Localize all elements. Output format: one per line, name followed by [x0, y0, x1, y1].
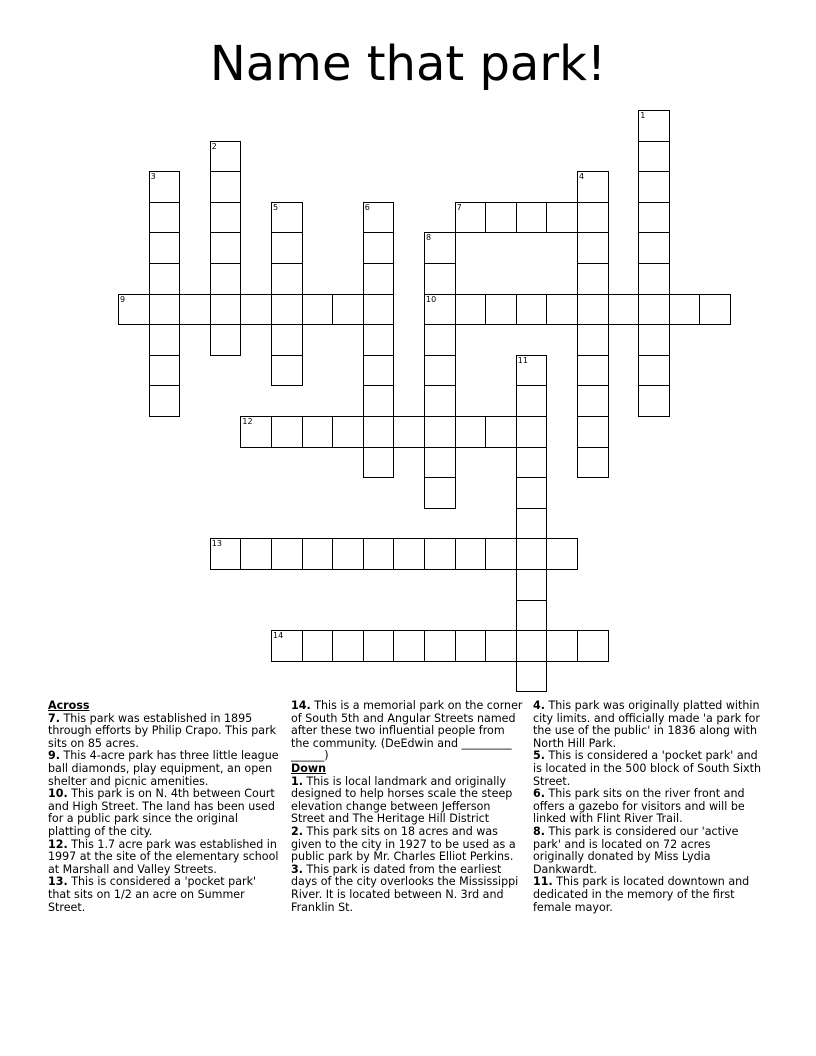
down-clue — [291, 826, 523, 864]
grid-cell[interactable] — [516, 630, 548, 662]
down-clue — [533, 750, 765, 788]
grid-cell[interactable] — [271, 630, 303, 662]
grid-cell[interactable] — [485, 294, 517, 326]
grid-cell[interactable] — [210, 294, 242, 326]
cell-number: 8 — [426, 233, 432, 243]
grid-cell[interactable] — [638, 232, 670, 264]
grid-cell[interactable] — [271, 232, 303, 264]
clue-text: This is considered a 'pocket park' that sits on 1/2 an acre on Summer Street. — [48, 875, 257, 914]
grid-cell[interactable] — [516, 202, 548, 234]
grid-cell[interactable] — [455, 202, 487, 234]
grid-cell[interactable] — [332, 630, 364, 662]
grid-cell[interactable] — [363, 385, 395, 417]
grid-cell[interactable] — [577, 294, 609, 326]
grid-cell[interactable] — [516, 355, 548, 387]
clue-number: 5. — [533, 749, 545, 763]
cell-number: 11 — [517, 355, 528, 365]
across-clue — [48, 788, 280, 838]
grid-cell[interactable] — [210, 202, 242, 234]
grid-cell[interactable] — [149, 232, 181, 264]
cell-number: 14 — [273, 631, 284, 641]
grid-cell[interactable] — [638, 141, 670, 173]
down-clue — [533, 826, 765, 876]
down-clue — [533, 788, 765, 826]
clue-number: 11. — [533, 875, 553, 889]
grid-cell[interactable] — [516, 416, 548, 448]
grid-cell[interactable] — [455, 416, 487, 448]
down-clue — [291, 864, 523, 914]
grid-cell[interactable] — [149, 202, 181, 234]
cell-number: 5 — [273, 202, 279, 212]
grid-cell[interactable] — [363, 324, 395, 356]
grid-cell[interactable] — [546, 630, 578, 662]
grid-cell[interactable] — [332, 294, 364, 326]
clue-text: This park is dated from the earliest days of the city overlooks the Mississippi River. It is located between N. 3rd and Franklin St. — [291, 862, 519, 914]
grid-cell[interactable] — [638, 385, 670, 417]
grid-cell[interactable] — [179, 294, 211, 326]
grid-cell[interactable] — [638, 110, 670, 142]
clue-number: 9. — [48, 749, 60, 763]
grid-cell[interactable] — [455, 294, 487, 326]
grid-cell[interactable] — [577, 447, 609, 479]
grid-cell[interactable] — [424, 630, 456, 662]
grid-cell[interactable] — [210, 232, 242, 264]
clue-number: 1. — [291, 774, 303, 788]
clue-number: 6. — [533, 787, 545, 801]
grid-cell[interactable] — [210, 263, 242, 295]
down-clue — [533, 700, 765, 750]
grid-cell[interactable] — [577, 324, 609, 356]
grid-cell[interactable] — [210, 324, 242, 356]
clue-number: 12. — [48, 837, 68, 851]
grid-cell[interactable] — [363, 447, 395, 479]
clue-text: This is local landmark and originally designed to help horses scale the steep elevation change between Jefferson Street and The Heritage Hill District — [291, 774, 513, 826]
grid-cell[interactable] — [363, 263, 395, 295]
grid-cell[interactable] — [424, 538, 456, 570]
down-heading: Down — [291, 761, 326, 775]
grid-cell[interactable] — [608, 294, 640, 326]
clue-text: This is considered a 'pocket park' and is located in the 500 block of South Sixth Street. — [533, 749, 761, 788]
grid-cell[interactable] — [638, 355, 670, 387]
down-clue — [533, 876, 765, 914]
puzzle-title: Name that park! — [209, 36, 607, 92]
grid-cell[interactable] — [577, 385, 609, 417]
cell-number: 10 — [426, 294, 437, 304]
clues-column-1 — [48, 700, 280, 914]
grid-cell[interactable] — [546, 538, 578, 570]
grid-cell[interactable] — [363, 630, 395, 662]
grid-cell[interactable] — [302, 416, 334, 448]
grid-cell[interactable] — [516, 477, 548, 509]
cell-number: 3 — [150, 172, 156, 182]
grid-cell[interactable] — [577, 355, 609, 387]
grid-cell[interactable] — [516, 661, 548, 693]
grid-cell[interactable] — [516, 538, 548, 570]
grid-cell[interactable] — [332, 416, 364, 448]
grid-cell[interactable] — [149, 355, 181, 387]
clue-number: 8. — [533, 824, 545, 838]
grid-cell[interactable] — [271, 538, 303, 570]
across-clue — [48, 713, 280, 751]
grid-cell[interactable] — [424, 447, 456, 479]
grid-cell[interactable] — [424, 324, 456, 356]
clue-number: 4. — [533, 699, 545, 712]
cell-number: 13 — [211, 539, 222, 549]
cell-number: 6 — [364, 202, 370, 212]
grid-cell[interactable] — [271, 294, 303, 326]
clue-text: This park was established in 1895 through efforts by Philip Crapo. This park sits on 85 acres. — [48, 711, 277, 750]
grid-cell[interactable] — [363, 416, 395, 448]
clue-text: This park sits on 18 acres and was given to the city in 1927 to be used as a public park by Mr. Charles Elliot Perkins. — [291, 824, 516, 864]
clue-text: This park sits on the river front and offers a gazebo for visitors and will be linked with Flint River Trail. — [533, 787, 745, 826]
grid-cell[interactable] — [516, 447, 548, 479]
grid-cell[interactable] — [577, 630, 609, 662]
clue-number: 2. — [291, 824, 303, 838]
across-clue — [48, 750, 280, 788]
grid-cell[interactable] — [363, 294, 395, 326]
grid-cell[interactable] — [424, 477, 456, 509]
grid-cell[interactable] — [638, 171, 670, 203]
grid-cell[interactable] — [485, 416, 517, 448]
grid-cell[interactable] — [485, 538, 517, 570]
grid-cell[interactable] — [210, 141, 242, 173]
grid-cell[interactable] — [363, 538, 395, 570]
cell-number: 7 — [456, 202, 462, 212]
grid-cell[interactable] — [638, 202, 670, 234]
across-heading: Across — [48, 699, 90, 712]
grid-cell[interactable] — [516, 508, 548, 540]
grid-cell[interactable] — [424, 355, 456, 387]
clue-number: 3. — [291, 862, 303, 876]
grid-cell[interactable] — [302, 630, 334, 662]
grid-cell[interactable] — [271, 202, 303, 234]
across-clue — [291, 700, 523, 763]
cell-number: 12 — [242, 417, 253, 426]
grid-cell[interactable] — [363, 355, 395, 387]
grid-cell[interactable] — [149, 263, 181, 295]
grid-cell[interactable] — [393, 538, 425, 570]
grid-cell[interactable] — [516, 294, 548, 326]
across-clue — [48, 876, 280, 914]
grid-cell[interactable] — [240, 294, 272, 326]
clue-number: 7. — [48, 711, 60, 725]
grid-cell[interactable] — [302, 294, 334, 326]
clue-text: This 1.7 acre park was established in 1997 at the site of the elementary school at Marshall and Valley Streets. — [48, 837, 279, 876]
grid-cell[interactable] — [485, 202, 517, 234]
grid-cell[interactable] — [424, 263, 456, 295]
grid-cell[interactable] — [149, 324, 181, 356]
grid-cell[interactable] — [149, 385, 181, 417]
grid-cell[interactable] — [240, 538, 272, 570]
grid-cell[interactable] — [210, 171, 242, 203]
grid-cell[interactable] — [332, 538, 364, 570]
grid-cell[interactable] — [210, 538, 242, 570]
grid-cell[interactable] — [149, 294, 181, 326]
clues-column-2 — [291, 700, 523, 914]
grid-cell[interactable] — [577, 416, 609, 448]
grid-cell[interactable] — [577, 263, 609, 295]
across-clue — [48, 839, 280, 877]
grid-cell[interactable] — [393, 416, 425, 448]
grid-cell[interactable] — [638, 263, 670, 295]
clue-text: This is a memorial park on the corner of South 5th and Angular Streets named after these two influential people from the community. (DeEdwin and _________ ______) — [291, 699, 523, 763]
grid-cell[interactable] — [363, 202, 395, 234]
down-clue — [291, 776, 523, 826]
grid-cell[interactable] — [669, 294, 701, 326]
grid-cell[interactable] — [455, 538, 487, 570]
cell-number: 2 — [211, 141, 217, 151]
cell-number: 9 — [120, 294, 126, 304]
cell-number: 1 — [640, 111, 646, 120]
clue-number: 10. — [48, 787, 68, 801]
grid-cell[interactable] — [546, 294, 578, 326]
grid-cell[interactable] — [577, 171, 609, 203]
grid-cell[interactable] — [546, 202, 578, 234]
grid-cell[interactable] — [363, 232, 395, 264]
grid-cell[interactable] — [516, 385, 548, 417]
clues-column-3 — [533, 700, 765, 914]
grid-cell[interactable] — [424, 232, 456, 264]
grid-cell[interactable] — [393, 630, 425, 662]
grid-cell[interactable] — [271, 324, 303, 356]
clue-text: This park is located downtown and dedicated in the memory of the first female mayor. — [533, 875, 750, 914]
grid-cell[interactable] — [424, 294, 456, 326]
grid-cell[interactable] — [485, 630, 517, 662]
grid-cell[interactable] — [271, 416, 303, 448]
grid-cell[interactable] — [118, 294, 150, 326]
grid-cell[interactable] — [455, 630, 487, 662]
cell-number: 4 — [579, 172, 585, 182]
grid-cell[interactable] — [271, 355, 303, 387]
grid-cell[interactable] — [271, 263, 303, 295]
grid-cell[interactable] — [149, 171, 181, 203]
grid-cell[interactable] — [699, 294, 731, 326]
grid-cell[interactable] — [638, 324, 670, 356]
clue-text: This park was originally platted within city limits. and officially made 'a park for the use of the public' in 1836 along with North Hill Park. — [533, 699, 760, 750]
grid-cell[interactable] — [638, 294, 670, 326]
grid-cell[interactable] — [577, 202, 609, 234]
clue-number: 14. — [291, 699, 311, 712]
clue-text: This park is considered our 'active park' and is located on 72 acres originally donated by Miss Lydia Dankwardt. — [533, 824, 739, 876]
grid-cell[interactable] — [577, 232, 609, 264]
grid-cell[interactable] — [302, 538, 334, 570]
clue-text: This park is on N. 4th between Court and High Street. The land has been used for a public park since the original platting of the city. — [48, 787, 275, 838]
grid-cell[interactable] — [516, 569, 548, 601]
clue-text: This 4-acre park has three little league ball diamonds, play equipment, an open shelter and picnic amenities. — [48, 749, 279, 788]
clue-number: 13. — [48, 875, 68, 889]
grid-cell[interactable] — [516, 600, 548, 632]
grid-cell[interactable] — [424, 416, 456, 448]
grid-cell[interactable] — [424, 385, 456, 417]
grid-cell[interactable] — [240, 416, 272, 448]
